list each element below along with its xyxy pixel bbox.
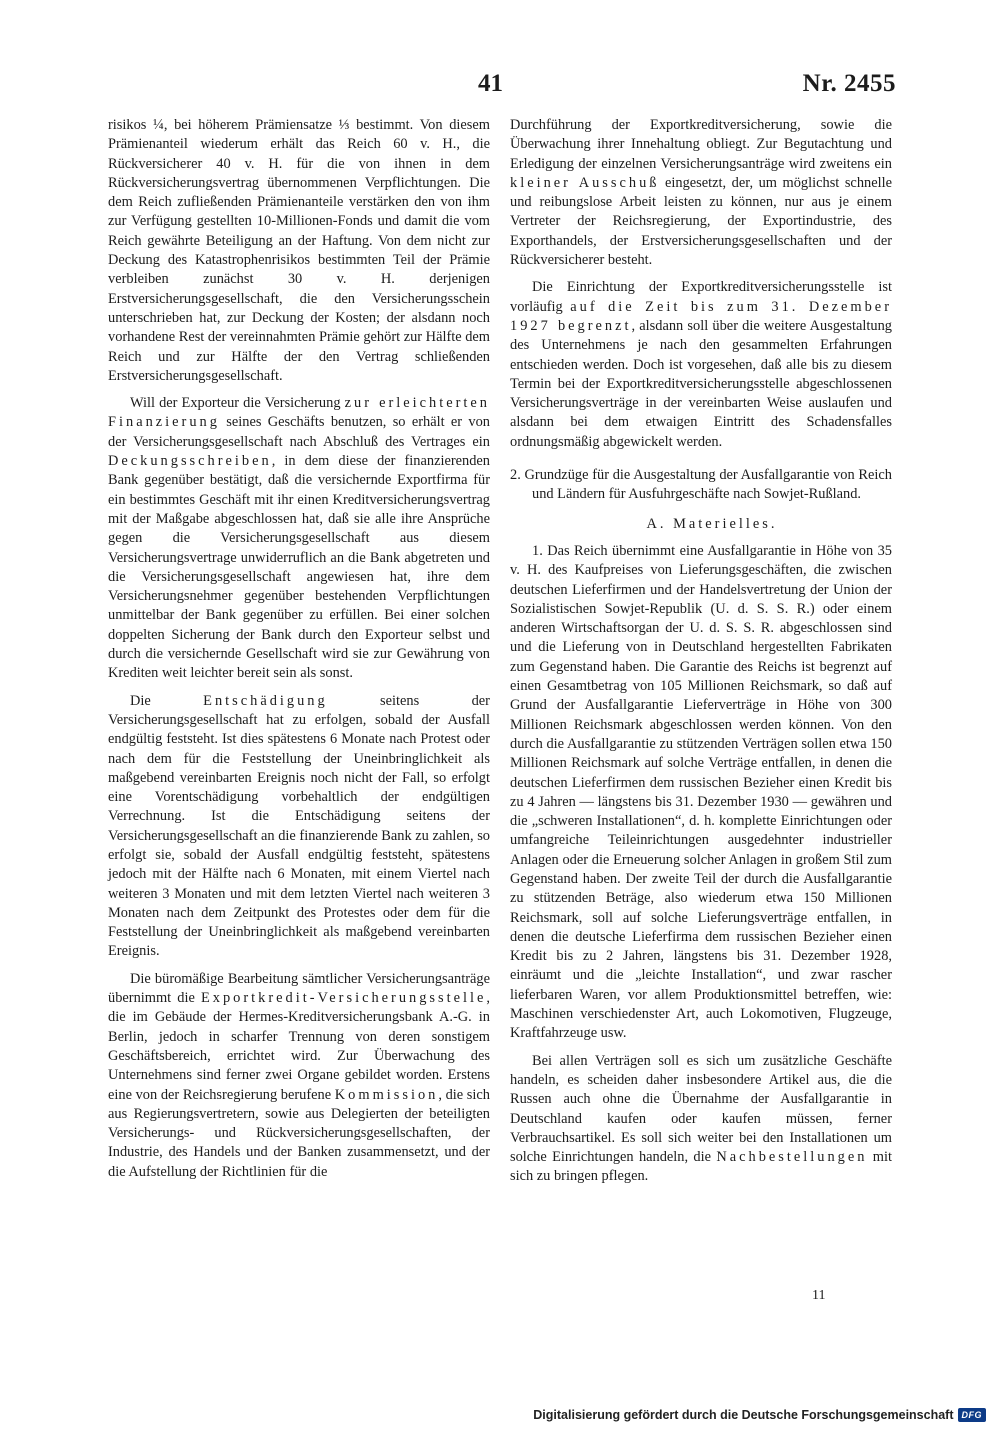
- subsection-title: A. Materielles.: [646, 515, 778, 532]
- text-run: Die: [130, 692, 204, 709]
- text-run: , in dem diese der finanzierenden Bank gegenüber bestätigt, daß die versichernde Exportfirma für ein bestimmtes Geschäft mit ihr einen Kreditversicherungsvertrag mit der Maßgabe abgeschlossen hat, daß sie alle ihre Ansprüche gegen die Versicherungsgesellschaft aus diesem Versicherungsvertrage unwiderruflich an die Bank abgetreten und die Versicherungsgesellschaft angewiesen hat, ihre dem Versicherungsnehmer gegenüber bestehenden Verpflichtungen unmittelbar der Bank gegenüber zu erfüllen. Bei einer solchen doppelten Sicherung der Bank durch den Exporteur selbst und durch die versichernde Gesellschaft wird sie zur Gewährung von Krediten weit leichter bereit sein als sonst.: [108, 453, 490, 682]
- text-run: eingesetzt, der, um möglichst schnelle und reibungslose Arbeit leisten zu können, nur aus je einem Vertreter der Reichsregierung, der Exportindustrie, des Exporthandels, der Erstversicherungsgesellschaften und der Rückversicherer besteht.: [510, 174, 892, 269]
- text-run: , alsdann soll über die weitere Ausgestaltung des Unternehmens je nach den gesammelten Erfahrungen entschieden werden. Doch ist vorgesehen, daß alle bis zu diesem Termin bei der Exportkreditversicherungsstelle abgeschlossenen Versicherungsverträge in der vereinbarten Weise auslaufen und alsdann bei dem etwaigen Eintritt des Schadensfalles ordnungsmäßig abgewickelt werden.: [510, 317, 892, 450]
- page-header: [0, 70, 1000, 110]
- text-run: Die Einrichtung der Exportkreditversicherungsstelle ist vorläufig: [510, 279, 892, 315]
- emphasized-text: Exportkredit-Versicherungsstelle: [200, 990, 487, 1007]
- printer-signature: 11: [812, 1288, 826, 1303]
- text-run: Will der Exporteur die Versicherung: [130, 395, 345, 412]
- right-column: [510, 116, 892, 1195]
- text-run: seines Geschäfts benutzen, so erhält er von der Versicherungsgesellschaft nach Abschluß des Vertrages ein: [108, 414, 490, 450]
- emphasized-text: zur erleichterten Finanzierung: [108, 395, 490, 431]
- paragraph: [510, 116, 892, 270]
- text-run: Durchführung der Exportkreditversicherung, sowie die Überwachung ihrer Innehaltung obliegt. Zur Begutachtung und Erledigung der einzelnen Versicherungsanträge wird zweitens ein: [510, 117, 892, 172]
- issue-number: Nr. 2455: [802, 70, 896, 97]
- dfg-logo: DFG: [958, 1408, 987, 1422]
- emphasized-text: Deckungsschreiben: [108, 453, 272, 470]
- emphasized-text: Kommission: [334, 1086, 439, 1103]
- section-heading: 2. Grundzüge für die Ausgestaltung der Ausfallgarantie von Reich und Ländern für Ausfuhrgeschäfte nach Sowjet-Rußland.: [510, 467, 892, 503]
- text-run: mit sich zu bringen pflegen.: [510, 1149, 892, 1185]
- paragraph: [108, 394, 490, 683]
- emphasized-text: auf die Zeit bis zum 31. Dezember 1927 begrenzt: [510, 298, 892, 334]
- footer-text: Digitalisierung gefördert durch die Deutsche Forschungsgemeinschaft: [533, 1408, 954, 1422]
- emphasized-text: kleiner Ausschuß: [510, 174, 660, 191]
- paragraph: [108, 970, 490, 1182]
- paragraph: 1. Das Reich übernimmt eine Ausfallgarantie in Höhe von 35 v. H. des Kaufpreises von Lieferungsgeschäften, die zwischen deutschen Lieferfirmen und der Handelsvertretung der Union der Sozialistischen Sowjet-Republik (U. d. S. S. R.) oder einem anderen Wirtschaftsorgan der U. d. S. S. R. abgeschlossen sind und die Lieferung von in Deutschland hergestellten Fabrikaten zum Gegenstand haben. Die Garantie des Reichs ist begrenzt auf einen Gesamtbetrag von 105 Millionen Reichsmark, so daß auf Grund der Ausfallgarantie Lieferverträge in Höhe von 300 Millionen Reichsmark abgeschlossen werden können. Von den durch die Ausfallgarantie zu stützenden Verträgen sollen etwa 150 Millionen Reichsmark auf solche Verträge entfallen, in denen die deutschen Lieferfirmen dem russischen Bezieher einen Kredit bis zu 4 Jahren — längstens bis 31. Dezember 1930 — gewähren und die „schweren Installationen“, d. h. komplette Einrichtungen oder umfangreiche Teileinrichtungen ausgedehnter industrieller Anlagen oder die Erneuerung solcher Anlagen in großem Stil zum Gegenstand haben. Der zweite Teil der durch die Ausfallgarantie zu stützenden Beträge, also wiederum etwa 150 Millionen Reichsmark, soll auf solche Lieferungsverträge entfallen, in denen die deutsche Lieferfirma dem russischen Bezieher einen Kredit bis zu 2 Jahren, längstens bis 31. Dezember 1928, einräumt und die „leichte Installation“, und zwar rascher lieferbaren Waren, vor allem Produktionsmittel betreffen, wie: Maschinen verschiedenster Art, auch Lokomotiven, Flugzeuge, Kraftfahrzeuge usw.: [510, 542, 892, 1042]
- footer: [533, 1406, 986, 1424]
- emphasized-text: Nachbestellungen: [716, 1149, 868, 1166]
- text-run: , die sich aus Regierungsvertretern, sowie aus Delegierten der beteiligten Versicherungs- und Rückversicherungsgesellschaften, der Industrie, des Handels und der Banken zusammensetzt, und der die Aufstellung der Richtlinien für die: [108, 1086, 490, 1180]
- text-run: Die büromäßige Bearbeitung sämtlicher Versicherungsanträge übernimmt die: [108, 970, 490, 1007]
- text-run: , die im Gebäude der Hermes-Kreditversicherungsbank A.-G. in Berlin, jedoch in scharfer Trennung von deren sonstigem Geschäftsbereich, errichtet wird. Zur Überwachung des Unternehmens sind ferner zwei Organe gebildet worden. Erstens eine von der Reichsregierung berufene: [108, 990, 490, 1103]
- paragraph: [510, 1052, 892, 1187]
- page-number: 41: [478, 70, 503, 97]
- paragraph: [108, 692, 490, 962]
- left-column: [108, 116, 490, 1190]
- paragraph: risikos ¼, bei höherem Prämiensatze ⅓ bestimmt. Von diesem Prämienanteil wiederum erhält das Reich 60 v. H., die Rückversicherer 40 v. H. für die von ihnen in dem Rückversicherungsvertrag übernommenen Verpflichtungen. Die dem Reich zufließenden Prämienanteile verstärken den von ihm zur Verfügung gestellten 10-Millionen-Fonds und damit die vom Reich gewährte Beteiligung an der Haftung. Von dem nicht zur Deckung des Katastrophenrisikos bestimmten Teil der Prämie verbleiben zunächst 30 v. H. derjenigen Erstversicherungsgesellschaft, die den Versicherungsschein unterschrieben hat, zur Deckung der Kosten; der alsdann noch vorhandene Rest der vereinnahmten Prämie gehört zur Hälfte dem Reich und zur Hälfte der den Vertrag schließenden Erstversicherungsgesellschaft.: [108, 117, 491, 384]
- text-run: Bei allen Verträgen soll es sich um zusätzliche Geschäfte handeln, es scheiden daher insbesondere Artikel aus, die die Russen auch ohne die Übernahme der Ausfallgarantie in Deutschland kaufen oder kaufen müssen, ferner Verbrauchsartikel. Es soll sich weiter bei den Installationen um solche Einrichtungen handeln, die: [510, 1052, 892, 1166]
- text-run: seitens der Versicherungsgesellschaft hat zu erfolgen, sobald der Ausfall endgültig feststeht. Ist dies spätestens 6 Monate nach Protest oder nach dem für die Feststellung der Uneinbringlichkeit als maßgebend vereinbarten Ereignis noch nicht der Fall, so erfolgt eine Vorentschädigung vorbehaltlich der endgültigen Verrechnung. Ist die Entschädigung seitens der Versicherungsgesellschaft an die finanzierende Bank zu zahlen, so erfolgt sie, sobald der Ausfall endgültig feststeht, spätestens jedoch mit der Hälfte nach 6 Monaten, mit einem Viertel nach weiteren 3 Monaten und mit dem letzten Viertel nach weiteren 3 Monaten nach dem Zeitpunkt des Protestes oder dem für die Feststellung der Uneinbringlichkeit als maßgebend vereinbarten Ereignis.: [108, 692, 490, 960]
- paragraph: [510, 278, 892, 452]
- emphasized-text: Entschädigung: [203, 692, 328, 709]
